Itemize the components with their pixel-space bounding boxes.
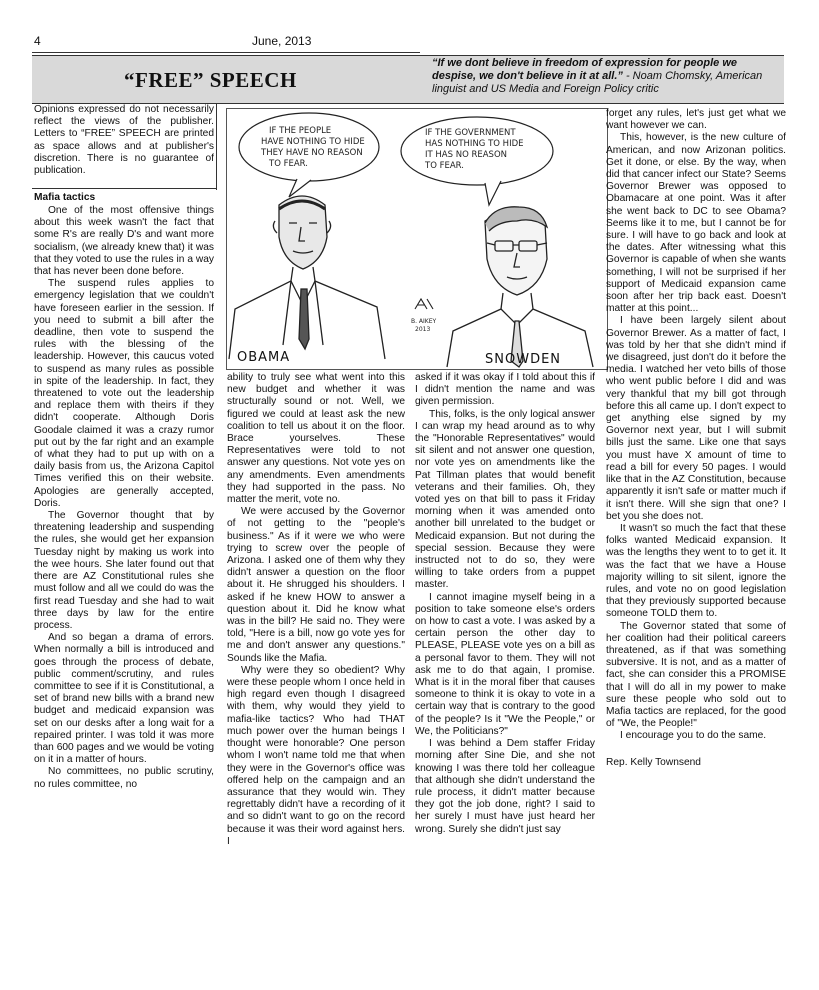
right-bubble-line-2: HAS NOTHING TO HIDE (425, 139, 524, 149)
paragraph: This, however, is the new culture of American, and now Arizonan politics. Get it done, or else. By the way, when did that cancer infect our State? Seems Governor Brewer was opposed to Obamacare at one point. Was it after she went back to DC to see Obama? Seems like it to me, but I cannot be for sure. I will have to go back and look at the dates. After witnessing what this Governor is capable of when she wants something, I will not be surprised if her support of Medicaid expansion came soon after her trip back east. Doesn't matter at this point... (606, 132, 786, 315)
paragraph: I was behind a Dem staffer Friday morning after Sine Die, and she not knowing I was there told her colleague that although she didn't understand the rule process, it didn't matter because they got the job done, right? I said to her surely I must have just heard her wrong. Surely she didn't just say (415, 738, 595, 835)
paragraph: I have been largely silent about Governor Brewer. As a matter of fact, I was told by her that she didn't mind if we disagreed, just don't do it before the media. I watched her veto bills of those who went public before I did and was very thankful that my bill got through before this all came up. I don't expect to get anything else signed by my Governor next year, but I will submit bills just the same. Like one that says you must have X amount of time to read a bill for every 50 pages. I would like that in the AZ Constitution, because apparently it isn't safe or matter much if it isn't there. Will she sign that one? I bet you she does not. (606, 315, 786, 522)
right-bubble-line-4: TO FEAR. (425, 161, 464, 171)
issue-date: June, 2013 (252, 34, 312, 48)
paragraph: No committees, no public scrutiny, no rules committee, no (34, 766, 214, 790)
author-signature: Rep. Kelly Townsend (606, 756, 701, 768)
editorial-cartoon (226, 108, 608, 370)
paragraph: The suspend rules applies to emergency legislation that we couldn't have foreseen earlier in the session. If you need to submit a bill after the deadline, then vote to suspend the rules with the blessing of the leadership. However, this caucus voted to suspend as many rules as possible in spite of the leadership. In fact, they threatened to vote out the leadership and replace them with theirs if they didn't cooperate. Although Doris Goodale claimed it was a crazy rumor put out by the far right and an example of what they had to put up with on a daily basis from us, the Arizona Capitol Times verified this on their website. Apologies are generally accepted, Doris. (34, 278, 214, 509)
caption-obama: OBAMA (237, 350, 291, 365)
paragraph: I encourage you to do the same. (620, 730, 767, 742)
paragraph: forget any rules, let's just get what we want however we can. (606, 108, 786, 132)
artist-year: 2013 (415, 326, 431, 333)
paragraph: I cannot imagine myself being in a position to take someone else's orders on how to cast a vote. I was asked by a certain person the other day to PLEASE, PLEASE vote yes on a bill as a personal favor to them. They will not ask me to do that again, I promise. What is it in the moral fiber that causes someone to think it is okay to vote in a certain way that is contrary to the good of the people? Is it "We the People," or We, the Politicians?" (415, 591, 595, 737)
article-column-3 (415, 372, 595, 836)
page-number: 4 (34, 34, 41, 48)
left-bubble-tail (289, 179, 311, 197)
left-bubble-line-1: IF THE PEOPLE (269, 126, 332, 136)
article-column-2 (227, 372, 405, 848)
paragraph: We were accused by the Governor of not getting to the "people's business." As if it were we who were trying to screw over the people of Arizona. I asked one of them why they didn't answer a question on the floor about it. He shrugged his shoulders. I asked if he knew HOW to answer a question about it. Did he know what was in the bill? He said no. They were told, "Here is a bill, now go vote yes for me and don't answer any questions." Sounds like the Mafia. (227, 506, 405, 664)
article-heading: Mafia tactics (34, 192, 96, 203)
paragraph: asked if it was okay if I told about this if I didn't mention the name and was given permission. (415, 372, 595, 408)
left-bubble-line-3: THEY HAVE NO REASON (261, 148, 363, 158)
right-bubble-tail (485, 181, 501, 205)
snowden-figure (447, 207, 593, 367)
paragraph: Why were they so obedient? Why were these people whom I once held in high regard even though I disagreed with them, why would they yield to mafia-like tactics? Who had THAT much power over the human beings I thought were honorable? One person whom I won't name told me that when they were in the Governor's office was offered help on the campaign and an assurance that they would win. They regrettably didn't have a recording of it and so didn't want to go on the record because it was their word against hers. I (227, 664, 405, 847)
paragraph: The Governor stated that some of her coalition had their political careers threatened, as if that was something subversive. It is not, and as a matter of fact, she can consider this a PROMISE that I will do all in my power to make sure these people who sold out to Mafia tactics are replaced, for the good of "We, the People!" (606, 620, 786, 730)
paragraph: And so began a drama of errors. When normally a bill is introduced and goes through the process of debate, public comment/scrutiny, and rules committee to see if it is Constitutional, a set of brand new bills with a brand new budget and medicaid expansion was set on our desks after a long wait for a repaired printer. I was told it was more than 600 pages and we would be voting on it in a matter of hours. (34, 632, 214, 766)
paragraph: This, folks, is the only logical answer I can wrap my head around as to why the "Honorable Representatives" would sit silent and not answer one question, nor vote yes on amendments like the Pat Tillman plates that would benefit veterans and their families. Oh, they voted yes on that bill to pass it Friday morning when it was amended onto another bill unrelated to the budget or Medicaid expansion. But not during the special session. Because they were instructed not to do so, they were willing to take orders from a puppet master. (415, 408, 595, 591)
quote-text: “If we dont believe in freedom of expression for people we despise, we don't believe in it at all.” (432, 57, 738, 82)
quote-attribution: - Noam Chomsky, American linguist and US Media and Foreign Policy critic (432, 70, 763, 95)
left-bubble-line-4: TO FEAR. (269, 159, 308, 169)
disclaimer-rule (32, 188, 217, 189)
header-rule (32, 52, 420, 53)
paragraph: ability to truly see what went into this new budget and whether it was structurally sound or not. Well, we figured we could at least ask the new coalition to tell us about it on the floor. Brace yourselves. These Representatives were told to not answer any questions. Not vote yes on any amendments. Even amendments they had supported in the pass. No matter the merit, vote no. (227, 372, 405, 506)
right-bubble-line-1: IF THE GOVERNMENT (425, 128, 516, 138)
paragraph: One of the most offensive things about this week wasn't the fact that some R's are really D's and want more socialism, (we already knew that) it was that they voted to use the rules in a way that has never been done before. (34, 205, 214, 278)
disclaimer-side-rule (216, 104, 217, 190)
left-bubble-line-2: HAVE NOTHING TO HIDE (261, 137, 365, 147)
artist-signature (411, 299, 437, 333)
caption-snowden: SNOWDEN (485, 352, 562, 367)
banner-quote (432, 57, 777, 96)
section-title: “FREE” SPEECH (124, 68, 297, 92)
paragraph: It wasn't so much the fact that these folks wanted Medicaid expansion. It was the lengths they went to to get it. It was the fact that we have a House majority willing to sit silent, ignore the rules, and vote no on good legislation that they previously supported because someone TOLD them to. (606, 522, 786, 620)
section-banner (32, 55, 784, 104)
article-column-4 (606, 108, 786, 769)
article-column-1 (34, 205, 214, 791)
paragraph: The Governor thought that by threatening leadership and suspending the rules, she would get her expansion Tuesday night by making us work into the wee hours. She later found out that there are AZ Constitutional rules she must follow and all we could do was the first read Tuesday and she had to wait three days by law for the entire process. (34, 510, 214, 631)
obama-figure (229, 196, 385, 359)
right-bubble-line-3: IT HAS NO REASON (425, 150, 507, 160)
editorial-disclaimer: Opinions expressed do not necessarily reflect the views of the publisher. Letters to “FREE” SPEECH are printed as space allows and at publisher's discretion. There is no guarantee of publication. (34, 104, 214, 177)
left-speech-bubble (239, 113, 379, 181)
artist-mark: B. AIKEY (411, 318, 437, 325)
